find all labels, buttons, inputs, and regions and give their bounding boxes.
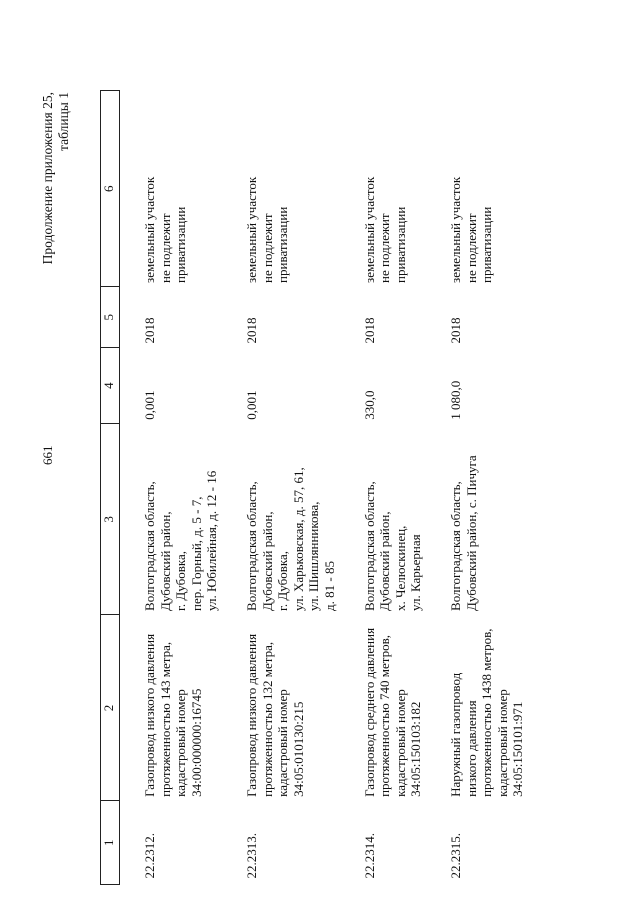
- address-line: ул. Карьерная: [408, 534, 424, 611]
- year-value: 2018: [447, 317, 463, 344]
- name-line: 34:05:010130:215: [290, 701, 306, 797]
- cell-area: [448, 348, 550, 424]
- address-line: Волгоградская область,: [447, 481, 463, 611]
- note-line: земельный участок: [361, 176, 377, 283]
- cell-year: [362, 287, 448, 348]
- spacer-row: [120, 91, 143, 885]
- row-number: 22.2313.: [243, 833, 259, 879]
- cell-note: [448, 91, 550, 287]
- name-line: кадастровый номер: [173, 689, 189, 797]
- address-line: Волгоградская область,: [361, 481, 377, 611]
- area-value: 330,0: [361, 390, 377, 420]
- year-value: 2018: [243, 317, 259, 344]
- name-line: кадастровый номер: [392, 689, 408, 797]
- address-line: пер. Горный, д. 5 - 7,: [188, 496, 204, 611]
- continuation-line-1: Продолжение приложения 25,: [40, 92, 55, 265]
- name-line: протяженностью 740 метров,: [377, 635, 393, 797]
- name-line: низкого давления: [463, 700, 479, 797]
- row-number: 22.2314.: [361, 833, 377, 879]
- cell-number: [142, 801, 244, 885]
- cell-address: [142, 424, 244, 615]
- note-line: земельный участок: [243, 176, 259, 283]
- area-value: 0,001: [142, 390, 157, 420]
- name-line: 34:05:150103:182: [408, 701, 424, 797]
- note-line: приватизации: [173, 206, 189, 283]
- note-line: не подлежит: [463, 213, 479, 283]
- cell-area: [362, 348, 448, 424]
- table-row: [448, 91, 550, 885]
- cell-name: [362, 615, 448, 801]
- page-number: 661: [40, 445, 55, 465]
- cell-number: [362, 801, 448, 885]
- address-line: ул. Шишлянникова,: [306, 501, 322, 611]
- header-row: [101, 91, 120, 885]
- column-header: 1: [101, 801, 120, 885]
- cell-year: [448, 287, 550, 348]
- cell-name: [244, 615, 362, 801]
- address-line: Дубовский район, с. Пичуга: [463, 455, 479, 611]
- year-value: 2018: [142, 317, 157, 344]
- column-header: 5: [101, 287, 120, 348]
- address-line: д. 81 - 85: [321, 561, 337, 611]
- cell-note: [362, 91, 448, 287]
- note-line: земельный участок: [447, 176, 463, 283]
- table-row: [244, 91, 362, 885]
- cell-name: [142, 615, 244, 801]
- name-line: протяженностью 143 метра,: [157, 641, 173, 797]
- note-line: приватизации: [479, 206, 495, 283]
- address-line: г. Дубовка,: [275, 551, 291, 611]
- area-value: 1 080,0: [447, 380, 463, 420]
- name-line: 34:05:150101:971: [510, 701, 526, 797]
- table-row: [142, 91, 244, 885]
- note-line: не подлежит: [259, 213, 275, 283]
- row-number: 22.2315.: [447, 833, 463, 879]
- column-header: 2: [101, 615, 120, 801]
- cell-year: [142, 287, 244, 348]
- cell-address: [244, 424, 362, 615]
- column-header: 6: [101, 91, 120, 287]
- address-line: Дубовский район,: [157, 511, 173, 611]
- address-line: Волгоградская область,: [243, 481, 259, 611]
- continuation-line-2: таблицы 1: [56, 92, 71, 151]
- note-line: приватизации: [275, 206, 291, 283]
- table-row: [362, 91, 448, 885]
- cell-address: [362, 424, 448, 615]
- address-line: Волгоградская область,: [142, 481, 157, 611]
- continuation-heading: [40, 92, 72, 264]
- address-line: Дубовский район,: [377, 511, 393, 611]
- name-line: Наружный газопровод: [447, 672, 463, 797]
- name-line: кадастровый номер: [494, 689, 510, 797]
- name-line: Газопровод низкого давления: [142, 633, 157, 797]
- address-line: г. Дубовка,: [173, 551, 189, 611]
- name-line: Газопровод среднего давления: [361, 627, 377, 797]
- property-table: [100, 90, 550, 885]
- name-line: 34:00:000000:16745: [188, 688, 204, 797]
- name-line: кадастровый номер: [275, 689, 291, 797]
- name-line: Газопровод низкого давления: [243, 633, 259, 797]
- note-line: не подлежит: [157, 213, 173, 283]
- address-line: Дубовский район,: [259, 511, 275, 611]
- row-number: 22.2312.: [142, 833, 157, 879]
- column-header: 3: [101, 424, 120, 615]
- note-line: земельный участок: [142, 176, 157, 283]
- cell-number: [448, 801, 550, 885]
- name-line: протяженностью 132 метра,: [259, 641, 275, 797]
- name-line: протяженностью 1438 метров,: [479, 628, 495, 797]
- note-line: не подлежит: [377, 213, 393, 283]
- cell-note: [142, 91, 244, 287]
- cell-area: [244, 348, 362, 424]
- cell-number: [244, 801, 362, 885]
- cell-name: [448, 615, 550, 801]
- cell-address: [448, 424, 550, 615]
- cell-area: [142, 348, 244, 424]
- cell-year: [244, 287, 362, 348]
- address-line: ул. Харьковская, д. 57, 61,: [290, 467, 306, 611]
- year-value: 2018: [361, 317, 377, 344]
- note-line: приватизации: [392, 206, 408, 283]
- address-line: х. Челюскинец,: [392, 525, 408, 611]
- column-header: 4: [101, 348, 120, 424]
- cell-note: [244, 91, 362, 287]
- area-value: 0,001: [243, 390, 259, 420]
- address-line: ул. Юбилейная, д. 12 - 16: [204, 470, 220, 611]
